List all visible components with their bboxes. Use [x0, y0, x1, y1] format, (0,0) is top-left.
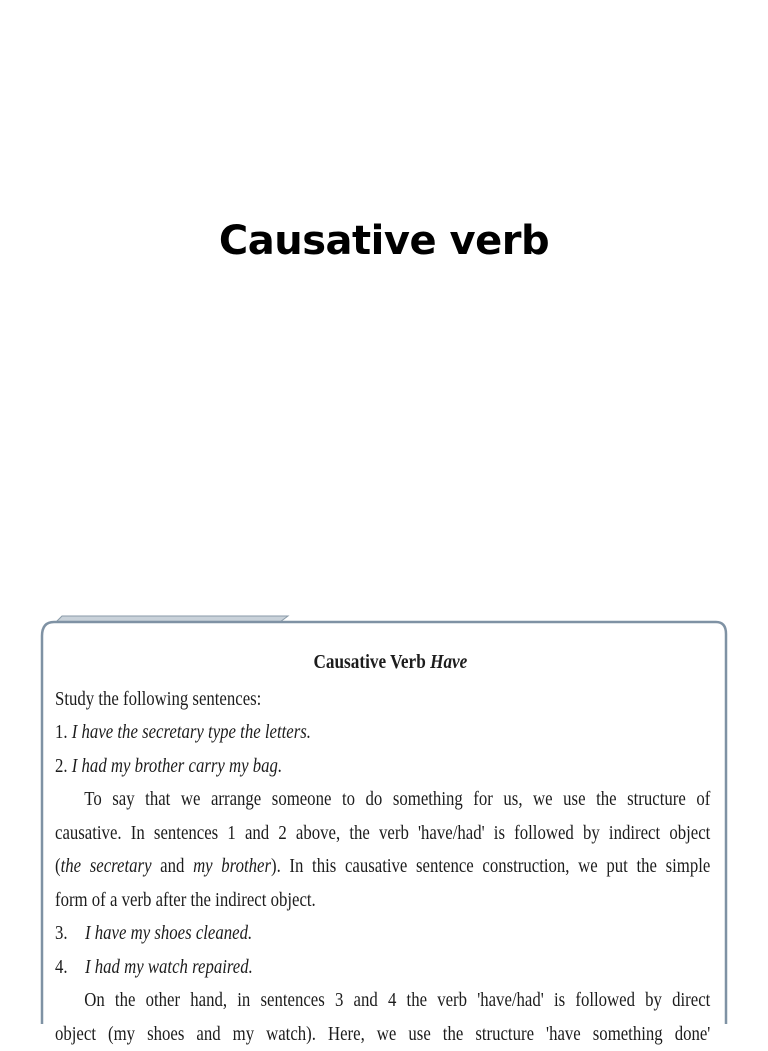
- paragraph-2-line-2: object (my shoes and my watch). Here, we use the structure 'have something done': [55, 1018, 710, 1051]
- example-3-text: I have my shoes cleaned.: [85, 923, 252, 944]
- intro-line: Study the following sentences:: [55, 683, 710, 717]
- paragraph-2-line-1: On the other hand, in sentences 3 and 4 the verb 'have/had' is followed by direct: [55, 984, 710, 1018]
- example-3-number: 3.: [55, 917, 81, 951]
- example-2: [55, 750, 710, 784]
- example-4: [55, 951, 710, 985]
- paren-open: (: [55, 856, 61, 877]
- example-2-number: 2.: [55, 756, 68, 777]
- paragraph-1-line-1: To say that we arrange someone to do something for us, we use the structure of: [55, 783, 710, 817]
- example-1: [55, 716, 710, 750]
- and-text: and: [152, 856, 194, 877]
- paragraph-1-line-3: [55, 850, 710, 884]
- slide-title: Causative verb: [0, 218, 768, 264]
- scanned-textbook-excerpt: [40, 612, 728, 1024]
- example-1-number: 1.: [55, 722, 68, 743]
- example-4-number: 4.: [55, 951, 81, 985]
- example-2-text: I had my brother carry my bag.: [72, 756, 282, 777]
- box-heading-italic: Have: [430, 651, 467, 673]
- example-4-text: I had my watch repaired.: [85, 957, 253, 978]
- paragraph-1-line-2: causative. In sentences 1 and 2 above, the verb 'have/had' is followed by indirect object: [55, 817, 710, 851]
- example-3: [55, 917, 710, 951]
- paragraph-1-line-3-rest: ). In this causative sentence construction, we put the simple: [271, 856, 710, 877]
- example-1-text: I have the secretary type the letters.: [72, 722, 311, 743]
- box-content: [55, 646, 710, 1051]
- box-heading-text: Causative Verb: [313, 651, 425, 673]
- box-heading: [55, 646, 710, 680]
- paragraph-1-line-4: form of a verb after the indirect object.: [55, 884, 710, 918]
- italic-brother: my brother: [193, 856, 271, 877]
- italic-secretary: the secretary: [61, 856, 152, 877]
